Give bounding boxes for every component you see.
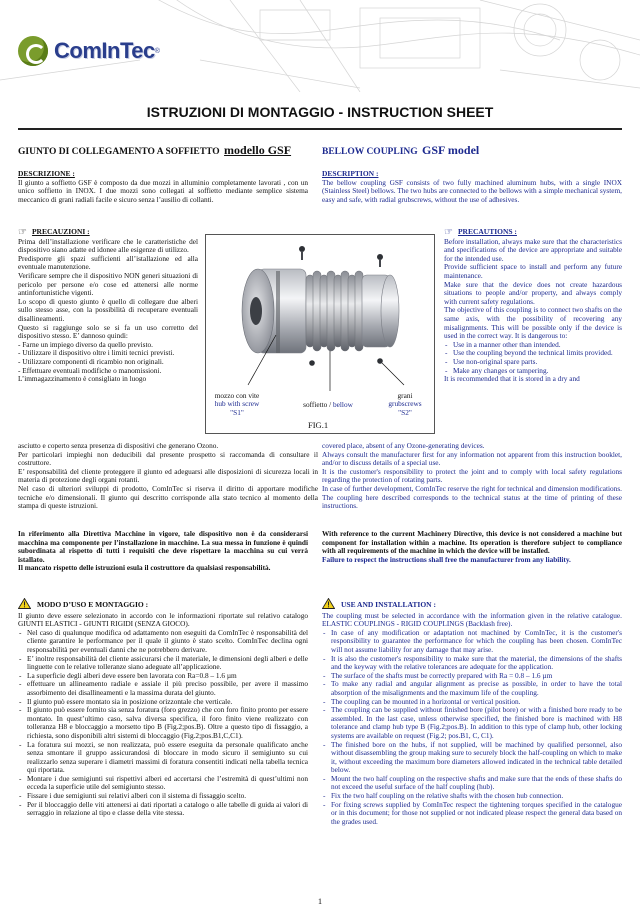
right-precaution-list: [444, 341, 622, 375]
left-description: [18, 170, 308, 204]
left-directive-liability: Il mancato rispetto delle istruzioni esula il costruttore da qualsiasi responsabilità.: [18, 563, 271, 573]
left-description-title: DESCRIZIONE :: [18, 169, 75, 178]
left-use-title: MODO D’USO E MONTAGGIO :: [37, 600, 149, 609]
left-directive-text: In riferimento alla Direttiva Macchine in vigore, tale dispositivo non è da considerarsi macchina ma componente per l’installazione in macchine. La sua messa in funzione è quindi subordinata al rispetto di tutti i requisiti che deve rispettare la macchina su cui verrà istallato.: [18, 529, 308, 564]
logo-text: ComInTec: [54, 38, 155, 63]
right-precaution-line: Always consult the manufacturer first for any information not apparent from this instruction booklet, and/or to discuss details of a special use.: [322, 449, 622, 468]
pointing-hand-icon: ☞: [18, 227, 27, 238]
list-item: - Montare i due semigiunti sui rispettivi alberi ed accertarsi che l’estremità di quest’ultimi non ecceda la superficie utile del semigiunto stesso.: [18, 775, 308, 792]
left-model: modello GSF: [224, 143, 292, 157]
right-storage-line: It is recommended that it is stored in a dry and: [444, 374, 580, 384]
list-item: - Per il bloccaggio delle viti attenersi ai dati riportati a catalogo o alle tabelle di guida ai valori di serraggio in relazione al tipo e classe della vite stessa.: [18, 801, 308, 818]
right-directive-text: With reference to the current Machinery Directive, this device is not considered a machine but component for installation within a machine. Its operation is therefore subject to compliance with all requirements of the machine in which the device will be installed.: [322, 529, 622, 556]
left-precautions-title: PRECAUZIONI :: [31, 227, 90, 236]
right-description-title: DESCRIPTION :: [322, 169, 379, 178]
left-precaution-line: - Utilizzare il dispositivo oltre i limiti tecnici previsti.: [18, 348, 175, 358]
list-item: - E’ inoltre responsabilità del cliente assicurarsi che il materiale, le dimensioni degli alberi e delle linguette con le relative tolleranze siano adeguate all’applicazione.: [18, 655, 308, 672]
left-directive: [18, 530, 308, 573]
left-precaution-line: - Farne un impiego diverso da quello previsto.: [18, 339, 153, 349]
list-item: - Fix the two half coupling on the relative shafts with the chosen hub connection.: [322, 792, 622, 801]
figure-label: FIG.1: [308, 420, 329, 430]
label-s2-en: grubscrews: [388, 399, 422, 409]
left-precautions: [18, 228, 198, 384]
right-precaution-line: Before installation, always make sure that the characteristics and specifications of the device are appropriate and suitable for the intended use.: [444, 236, 622, 263]
right-model: GSF model: [422, 143, 480, 157]
right-precaution-line: Provide sufficient space to install and perform any future maintenance.: [444, 262, 622, 280]
list-item: - Use in a manner other than intended.: [444, 341, 622, 350]
list-item: - The coupling can be supplied without finished bore (pilot bore) or with a finished bore ready to be assembled. In the last case, unless otherwise specified, the finished bore is machined with H8 tolerance and clamp hub type B (Fig.2;pos.B). In addition to this type of clamp hub, other locking systems are available on request (Fig.2; pos.B1, C, C1).: [322, 706, 622, 740]
right-precautions-continued: [322, 442, 622, 511]
left-precaution-line: Prima dell’installazione verificare che le caratteristiche del dispositivo siano adatte ed idonee alle esigenze di utilizzo.: [18, 236, 198, 255]
label-s2-it: grani: [397, 391, 413, 400]
list-item: - Mount the two half coupling on the respective shafts and make sure that the ends of these shafts do not exceed the useful surface of the half coupling (hub).: [322, 775, 622, 792]
left-description-text: Il giunto a soffietto GSF è composto da due mozzi in alluminio completamente lavorati , con un unico soffietto in INOX. I due mozzi sono collegati al soffietto mediante semplice sistema meccanico di grani radiali facile e sicuro senza l’ausilio di collanti.: [18, 177, 308, 204]
right-use-title: USE AND INSTALLATION :: [341, 600, 436, 609]
left-use-intro: Il giunto deve essere selezionato in accordo con le informazioni riportate sul relativo catalogo GIUNTI ELASTICI - GIUNTI RIGIDI (SENZA GIOCO).: [18, 610, 308, 629]
label-s1-code: "S1": [230, 407, 244, 417]
pointing-hand-icon: ☞: [444, 227, 453, 238]
list-item: - Make any changes or tampering.: [444, 367, 622, 376]
right-heading: [322, 143, 622, 157]
label-bellow-en: bellow: [333, 400, 353, 409]
list-item: - The surface of the shafts must be correctly prepared with Ra = 0.8 – 1.6 µm: [322, 672, 622, 681]
list-item: - To make any radial and angular alignment as precise as possible, in order to have the total absorption of the misalignments and the maximum life of the coupling.: [322, 680, 622, 697]
left-heading: [18, 143, 308, 157]
right-directive-liability: Failure to respect the instructions shall free the manufacturer from any liability.: [322, 554, 571, 564]
left-precaution-line: Verificare sempre che il dispositivo NON generi situazioni di pericolo per persone e/o cose ed attenersi alle norme antinfortunistiche vigenti.: [18, 270, 198, 298]
left-precaution-line: Predisporre gli spazi sufficienti all’istallazione ed alla eventuale manutenzione.: [18, 253, 198, 272]
list-item: - Il giunto può essere montato sia in posizione orizzontale che verticale.: [18, 698, 308, 707]
left-precaution-line: Per particolari impieghi non deducibili dal presente prospetto si raccomanda di consultare il costruttore.: [18, 449, 318, 468]
comintec-logo: [18, 36, 160, 66]
list-item: - Fissare i due semigiunti sui relativi alberi con il sistema di fissaggio scelto.: [18, 792, 308, 801]
right-precaution-line: It is the customer's responsibility to protect the joint and to comply with local safety regulations regarding the protection of rotating parts.: [322, 466, 622, 485]
right-precaution-line: Make sure that the device does not create hazardous situations to people and/or property, and always comply with current safety regulations.: [444, 279, 622, 306]
list-item: - effettuare un allineamento radiale e assiale il più preciso possibile, per avere il massimo assorbimento dei disallineamenti e la massima durata del giunto.: [18, 680, 308, 697]
left-precaution-line: asciutto e coperto senza presenza di dispositivi che generano Ozono.: [18, 441, 219, 450]
right-precautions-title: PRECAUTIONS :: [457, 227, 517, 236]
left-precaution-line: - Effettuare eventuali modifiche o manomissioni.: [18, 365, 162, 375]
right-use-intro: The coupling must be selected in accordance with the information given in the relative catalogue. ELASTIC COUPLINGS - RIGID COUPLINGS (Backlash free).: [322, 610, 622, 629]
list-item: - It is also the customer's responsibility to make sure that the material, the dimensions of the shafts and the keyway with the relative tolerances are adequate for the application.: [322, 655, 622, 672]
left-precautions-continued: [18, 442, 318, 511]
left-precaution-line: - Utilizzare componenti di ricambio non originali.: [18, 356, 164, 366]
logo-registered-mark: ®: [154, 47, 160, 55]
logo-mark-icon: [18, 36, 48, 66]
right-use-list: [322, 629, 622, 827]
right-description-text: The bellow coupling GSF consists of two fully machined aluminum hubs, with a single INOX (Stainless Steel) bellows. The two hubs are connected to the bellows with a simple mechanical system, easy and safe, with radial grubscrews, without the use of adhesives.: [322, 177, 622, 204]
right-description: [322, 170, 622, 204]
list-item: - La foratura sui mozzi, se non realizzata, può essere eseguita da personale qualificato anche senza smontare il gruppo assicurandosi di bloccare in modo sicuro il semigiunto su cui realizzarlo senza superare i diametri massimi di foratura consentiti indicati nella tabella tecnica qui riportata.: [18, 741, 308, 775]
right-precaution-line: In case of further development, ComInTec reserve the right for technical and dimension modifications. The coupling here described corresponds to the technical status at the time of printing of these instructions.: [322, 483, 622, 511]
label-s2-code: "S2": [398, 407, 412, 417]
left-precaution-line: L’immagazzinamento è consigliato in luogo: [18, 374, 147, 384]
left-use-section: [18, 598, 308, 818]
list-item: - Use the coupling beyond the technical limits provided.: [444, 349, 622, 358]
list-item: - The coupling can be mounted in a horizontal or vertical position.: [322, 698, 622, 707]
label-s1: [204, 392, 270, 417]
warning-triangle-icon: [322, 598, 335, 609]
list-item: - For fixing screws supplied by ComInTec respect the tightening torques specified in the catalogue or in this document; for those not supplied or not indicated please respect the general data based on the grades used.: [322, 801, 622, 827]
label-s1-en: hub with screw: [214, 399, 260, 409]
list-item: - In case of any modification or adaptation not machined by ComInTec, it is the customer's responsibility to guarantee the performance for which the coupling has been chosen. ComInTec will not assume liability for any damage that may arise.: [322, 629, 622, 655]
label-bellow-it: soffietto /: [303, 400, 332, 409]
page-title: ISTRUZIONI DI MONTAGGIO - INSTRUCTION SHEET: [146, 104, 494, 120]
warning-triangle-icon: [18, 598, 31, 609]
left-heading-text: GIUNTO DI COLLEGAMENTO A SOFFIETTO: [18, 147, 220, 157]
right-precautions: [444, 228, 622, 384]
left-precaution-line: E’ responsabilità del cliente proteggere il giunto ed adeguarsi alle disposizioni di sicurezza locali in materia di protezione degli organi rotanti.: [18, 466, 318, 485]
list-item: - Use non-original spare parts.: [444, 358, 622, 367]
label-s1-it: mozzo con vite: [214, 391, 260, 400]
label-bellow: [288, 401, 368, 409]
left-precaution-line: Lo scopo di questo giunto è quello di collegare due alberi sullo stesso asse, con la possibilità di recuperare eventuali disallineamenti.: [18, 296, 198, 323]
header-banner: [0, 0, 640, 92]
page-number: 1: [317, 896, 323, 906]
left-use-list: [18, 629, 308, 818]
title-divider: [18, 128, 622, 130]
list-item: - The finished bore on the hubs, if not supplied, will be machined by qualified personnel, also without disassembling the group making sure to securely block the half-coupling on which to make it, without exceeding the maximum bore diameters allowed indicated in the technical table detailed below.: [322, 741, 622, 775]
left-precaution-line: Questo si raggiunge solo se si fa un uso corretto del dispositivo stesso. E’ dannoso quindi:: [18, 322, 198, 341]
right-use-section: [322, 598, 622, 826]
right-precaution-line: covered place, absent of any Ozone-generating devices.: [322, 441, 485, 450]
right-precaution-line: The objective of this coupling is to connect two shafts on the same axis, with the possibility of recovering any misalignments. This will be possible only if the device is used in the correct way. It is dangerous to:: [444, 305, 622, 341]
list-item: - La superficie degli alberi deve essere ben lavorata con Ra=0.8 – 1.6 µm: [18, 672, 308, 681]
label-s2: [380, 392, 430, 417]
right-directive: [322, 530, 622, 564]
list-item: - Nel caso di qualunque modifica od adattamento non eseguiti da ComInTec è responsabilità del cliente garantire le performance per il quale il giunto è stato scelto. ComInTec declina ogni responsabilità per eventuali danni che ne potrebbero derivare.: [18, 629, 308, 655]
right-heading-text: BELLOW COUPLING: [322, 147, 418, 157]
left-precaution-line: Nel caso di ulteriori sviluppi di prodotto, ComInTec si riserva il diritto di apportare modifiche tecniche e/o dimensionali. Il giunto qui descritto corrisponde alla stato tecnico al momento della stampa di queste istruzioni.: [18, 483, 318, 511]
list-item: - Il giunto può essere fornito sia senza foratura (foro grezzo) che con foro finito pronto per essere montato. In quest’ultimo caso, salva diversa specifica, il foro finito viene realizzato con tolleranza H8 e bloccaggio a morsetto tipo B (Fig.2;pos.B). Oltre a questo tipo di fissaggio, a richiesta, sono disponibili altri sistemi di bloccaggio (Fig.2;pos.B1,C,C1).: [18, 706, 308, 740]
